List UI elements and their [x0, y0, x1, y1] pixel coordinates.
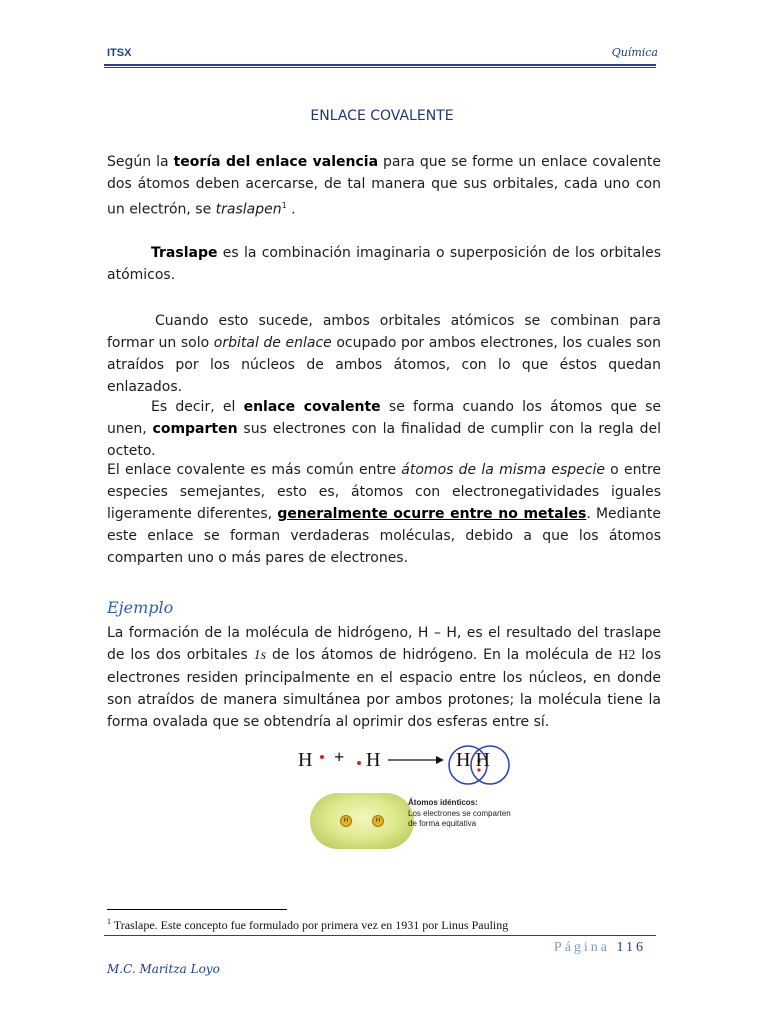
- electron-dot: [320, 755, 324, 759]
- page-number: Página 116: [553, 940, 646, 955]
- plus-sign: +: [334, 747, 345, 767]
- nucleus-icon: H: [340, 815, 352, 827]
- h2-figure: [296, 743, 518, 851]
- right-atom: H: [366, 749, 381, 771]
- footnote-ref: 1: [281, 201, 287, 210]
- left-atom: H: [298, 749, 313, 771]
- paragraph-3: Cuando esto sucede, ambos orbitales atómicos se combinan para formar un solo orbital de enlace ocupado por ambos electrones, los cuales son atraídos por los núcleos de ambos átomos, con lo que éstos quedan enlazados.: [107, 313, 662, 395]
- header-right: Química: [611, 46, 658, 59]
- figure-caption: Los electrones se comparten de forma equitativa: [408, 809, 511, 828]
- figure-caption-title: Átomos idénticos:: [408, 798, 478, 807]
- paragraph-2: Traslape es la combinación imaginaria o superposición de los orbitales atómicos.: [107, 245, 661, 283]
- h2-molecule-model: [310, 793, 414, 849]
- term-teoria: teoría del enlace valencia: [173, 154, 379, 170]
- page-title: ENLACE COVALENTE: [310, 108, 454, 124]
- example-heading: Ejemplo: [107, 598, 174, 617]
- paragraph-4: Es decir, el enlace covalente se forma cuando los átomos que se unen, comparten sus electrones con la finalidad de cumplir con la regla del octeto.: [107, 399, 661, 459]
- reaction-arrow: [388, 755, 444, 765]
- header-left: ITSX: [107, 47, 132, 59]
- example-paragraph: La formación de la molécula de hidrógeno, H – H, es el resultado del traslape de los dos orbitales 1s de los átomos de hidrógeno. En la molécula de H2 los electrones residen principalmente en el espacio entre los núcleos, en donde son atraídos de manera simultánea por ambos protones; la molécula tiene la forma ovalada que se obtendría al oprimir dos esferas entre sí.: [107, 625, 662, 730]
- footnote-rule: [107, 909, 287, 910]
- footer-rule: [104, 935, 656, 936]
- paragraph-1: Según la teoría del enlace valencia para que se forme un enlace covalente dos átomos deben acercarse, de tal manera que sus orbitales, cada uno con un electrón, se traslapen$^1$ .: [107, 154, 661, 218]
- product-molecule: H H: [456, 749, 490, 771]
- term-traslape: Traslape: [151, 245, 218, 261]
- author: M.C. Maritza Loyo: [107, 962, 220, 976]
- footnote: $^1$ Traslape. Este concepto fue formulado por primera vez en 1931 por Linus Pauling: [107, 917, 509, 932]
- electron-dot: [357, 761, 361, 765]
- paragraph-5: El enlace covalente es más común entre átomos de la misma especie o entre especies semejantes, esto es, átomos con electronegatividades iguales ligeramente diferentes, generalmente ocurre entre no metales. Mediante este enlace se forman verdaderas moléculas, debido a que los átomos comparten uno o más pares de electrones.: [107, 462, 662, 566]
- header-rule: [104, 64, 656, 66]
- header-rule-thin: [104, 67, 656, 68]
- nucleus-icon: H: [372, 815, 384, 827]
